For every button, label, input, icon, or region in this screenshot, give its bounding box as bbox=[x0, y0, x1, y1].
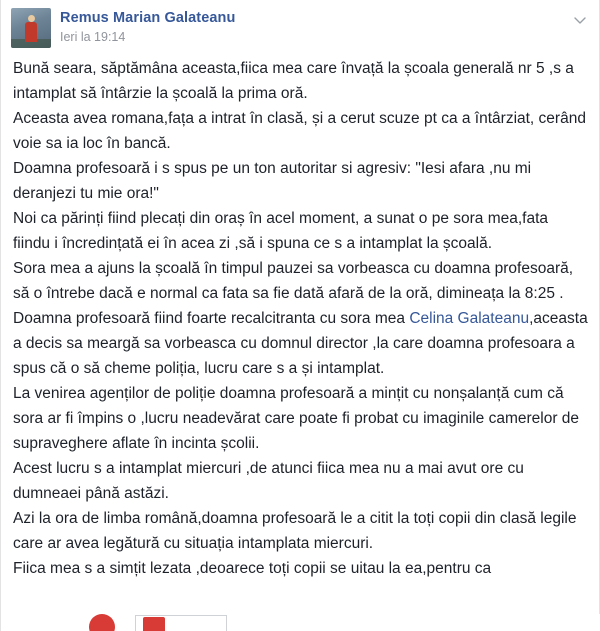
post-paragraph: Azi la ora de limba română,doamna profesoară le a citit la toți copii din clasă legile care ar avea legătură cu situația intamplata miercuri. bbox=[13, 510, 577, 552]
post-paragraph: Noi ca părinți fiind plecați din oraș în acel moment, a sunat o pe sora mea,fata fiindu i încredințată ei în acea zi ,să i spuna ce s a intamplat la școală. bbox=[13, 210, 549, 252]
post-footer-strip bbox=[1, 614, 600, 631]
post-paragraph-with-mention bbox=[13, 306, 589, 381]
avatar[interactable] bbox=[11, 8, 51, 48]
post-paragraph: Sora mea a ajuns la școală în timpul pauzei sa vorbeasca cu doamna profesoară, să o întrebe dacă e normal ca fata sa fie dată afară de la oră, dimineața la 8:25 . bbox=[13, 260, 574, 302]
post-paragraph: Bună seara, săptămâna aceasta,fiica mea care învață la școala generală nr 5 ,s a intamplat să întârzie la școală la prima oră. bbox=[13, 60, 574, 102]
post-paragraph: Doamna profesoară i s spus pe un ton autoritar si agresiv: "Iesi afara ,nu mi deranjezi tu mie ora!" bbox=[13, 160, 532, 202]
footer-panel-icon bbox=[143, 617, 165, 631]
reaction-badge-icon bbox=[89, 614, 115, 631]
post-author-name[interactable]: Remus Marian Galateanu bbox=[60, 10, 236, 26]
mention-suffix-text: ,aceasta a decis sa meargă sa vorbeasca cu domnul director ,la care doamna profesoara a spus că o să cheme poliția, lucru care s a și intamplat. bbox=[13, 310, 588, 377]
post-paragraph: Fiica mea s a simțit lezata ,deoarece toți copii se uitau la ea,pentru ca bbox=[13, 560, 492, 577]
post-paragraph: Acest lucru s a intamplat miercuri ,de atunci fiica mea nu a mai avut ore cu dumneaei până astăzi. bbox=[13, 460, 524, 502]
post-paragraph: La venirea agenților de poliție doamna profesoară a mințit cu nonșalanță cum că sora ar fi împins o ,lucru neadevărat care poate fi probat cu imaginile camerelor de supraveghere aflate în incinta școlii. bbox=[13, 385, 580, 452]
post-header-text bbox=[60, 8, 235, 46]
profile-mention-link[interactable]: Celina Galateanu bbox=[409, 310, 530, 327]
post-timestamp[interactable]: Ieri la 19:14 bbox=[60, 30, 126, 44]
avatar-figure-body bbox=[25, 22, 37, 42]
mention-prefix-text: Doamna profesoară fiind foarte recalcitranta cu sora mea bbox=[13, 310, 410, 327]
avatar-figure-head bbox=[28, 15, 35, 22]
chevron-down-icon[interactable] bbox=[570, 10, 590, 30]
post-body bbox=[1, 52, 599, 581]
post-paragraph: Aceasta avea romana,fața a intrat în clasă, și a cerut scuze pt ca a întârziat, cerând voie sa ia loc în bancă. bbox=[13, 110, 586, 152]
post-header bbox=[1, 0, 599, 52]
